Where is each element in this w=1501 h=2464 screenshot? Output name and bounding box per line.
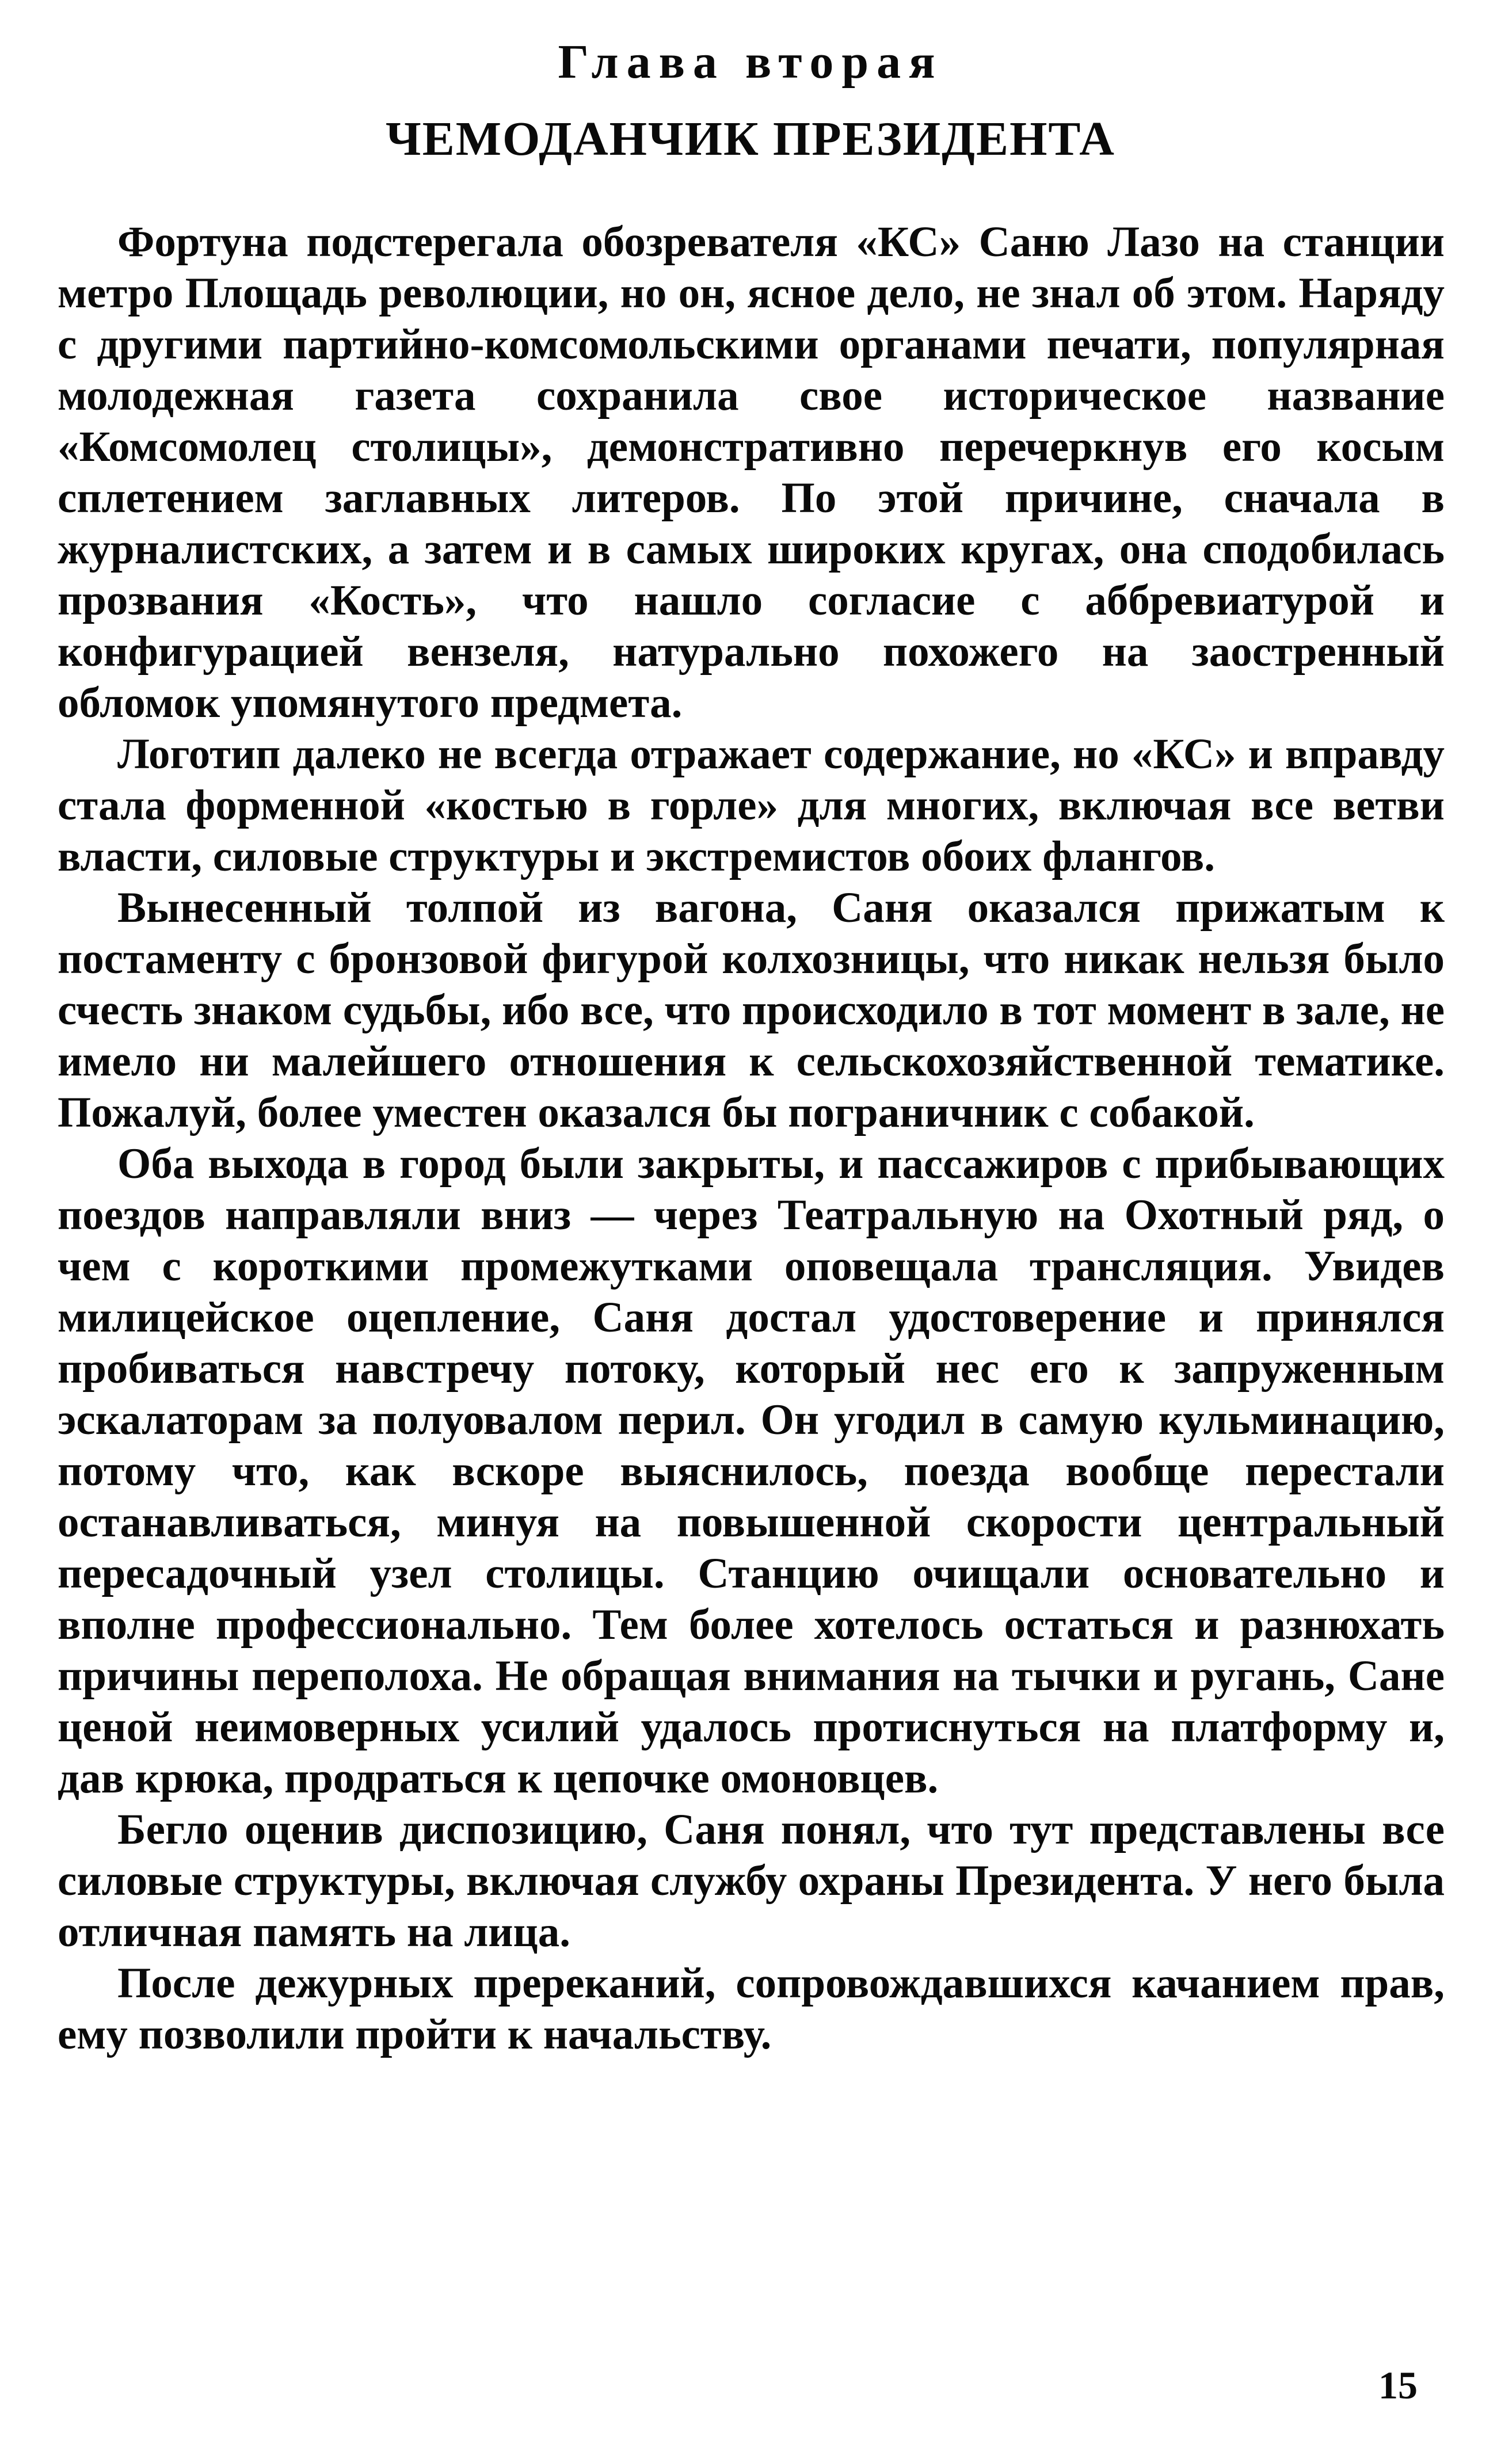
paragraph: Фортуна подстерегала обозревателя «КС» Саню Лазо на станции метро Площадь революции, но он, ясное дело, не знал об этом. Наряду с другими партийно-комсомольскими органами печати, популярная молодежная газета сохранила свое историческое название «Комсомолец столицы», демонстративно перечеркнув его косым сплетением заглавных литеров. По этой причине, сначала в журналистских, а затем и в самых широких кругах, она сподобилась прозвания «Кость», что нашло согласие с аббревиатурой и конфигурацией вензеля, натурально похожего на заостренный обломок упомянутого предмета. — [58, 218, 1445, 727]
paragraph: Оба выхода в город были закрыты, и пассажиров с прибывающих поездов направляли вниз — через Театральную на Охотный ряд, о чем с короткими промежутками оповещала трансляция. Увидев милицейское оцепление, Саня достал удостоверение и принялся пробиваться навстречу потоку, который нес его к запруженным эскалаторам за полуовалом перил. Он угодил в самую кульминацию, потому что, как вскоре выяснилось, поезда вообще перестали останавливаться, минуя на повышенной скорости центральный пересадочный узел столицы. Станцию очищали основательно и вполне профессионально. Тем более хотелось остаться и разнюхать причины переполоха. Не обращая внимания на тычки и ругань, Сане ценой неимоверных усилий удалось протиснуться на платформу и, дав крюка, продраться к цепочке омоновцев. — [58, 1140, 1445, 1802]
paragraph: Вынесенный толпой из вагона, Саня оказался прижатым к постаменту с бронзовой фигурой колхозницы, что никак нельзя было счесть знаком судьбы, ибо все, что происходило в тот момент в зале, не имело ни малейшего отношения к сельскохозяйственной тематике. Пожалуй, более уместен оказался бы пограничник с собакой. — [58, 884, 1445, 1136]
paragraph: Логотип далеко не всегда отражает содержание, но «КС» и вправду стала форменной «костью в горле» для многих, включая все ветви власти, силовые структуры и экстремистов обоих флангов. — [58, 730, 1445, 880]
paragraph: После дежурных пререканий, сопровождавшихся качанием прав, ему позволили пройти к начальству. — [58, 1959, 1445, 2058]
chapter-label: Глава вторая — [558, 35, 943, 89]
chapter-body — [58, 216, 1445, 2060]
paragraph: Бегло оценив диспозицию, Саня понял, что тут представлены все силовые структуры, включая службу охраны Президента. У него была отличная память на лица. — [58, 1806, 1445, 1956]
chapter-title: ЧЕМОДАНЧИК ПРЕЗИДЕНТА — [386, 112, 1115, 166]
page-number: 15 — [1378, 2363, 1418, 2407]
